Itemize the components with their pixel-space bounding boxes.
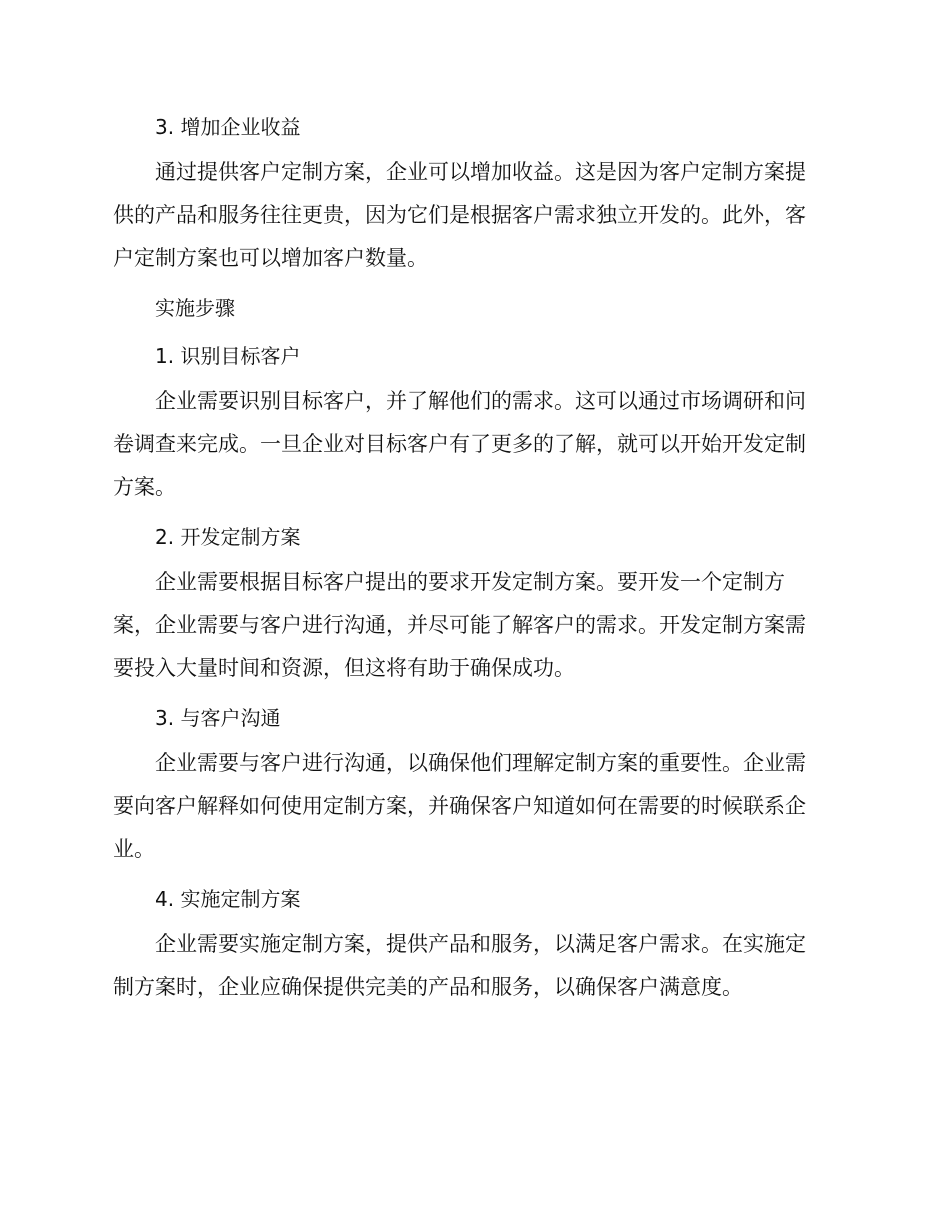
paragraph-line: 制方案时，企业应确保提供完美的产品和服务，以确保客户满意度。 — [113, 975, 743, 999]
paragraph-line: 业。 — [113, 837, 155, 861]
section-develop-plan — [113, 513, 833, 690]
paragraph-line: 企业需要识别目标客户，并了解他们的需求。这可以通过市场调研和问 — [155, 389, 806, 413]
paragraph-line: 要投入大量时间和资源，但这将有助于确保成功。 — [113, 656, 575, 680]
section-paragraph — [113, 561, 833, 690]
section-paragraph — [113, 380, 833, 509]
section-heading: 2. 开发定制方案 — [155, 525, 301, 549]
section-heading: 实施步骤 — [155, 296, 235, 320]
paragraph-line: 企业需要根据目标客户提出的要求开发定制方案。要开发一个定制方 — [155, 570, 785, 594]
paragraph-line: 方案。 — [113, 475, 176, 499]
section-increase-revenue — [113, 103, 833, 280]
document-page — [113, 103, 833, 1013]
paragraph-line: 案，企业需要与客户进行沟通，并尽可能了解客户的需求。开发定制方案需 — [113, 613, 806, 637]
section-paragraph — [113, 742, 833, 871]
section-implementation-steps — [113, 284, 833, 332]
paragraph-line: 通过提供客户定制方案，企业可以增加收益。这是因为客户定制方案提 — [155, 160, 806, 184]
section-paragraph — [113, 923, 833, 1009]
paragraph-line: 供的产品和服务往往更贵，因为它们是根据客户需求独立开发的。此外，客 — [113, 203, 806, 227]
section-heading: 1. 识别目标客户 — [155, 344, 301, 368]
section-paragraph — [113, 151, 833, 280]
section-identify-customers — [113, 332, 833, 509]
section-communicate — [113, 694, 833, 871]
section-heading: 3. 增加企业收益 — [155, 115, 301, 139]
section-implement-plan — [113, 875, 833, 1009]
paragraph-line: 企业需要与客户进行沟通，以确保他们理解定制方案的重要性。企业需 — [155, 751, 806, 775]
section-heading: 3. 与客户沟通 — [155, 706, 281, 730]
paragraph-line: 企业需要实施定制方案，提供产品和服务，以满足客户需求。在实施定 — [155, 932, 806, 956]
paragraph-line: 要向客户解释如何使用定制方案，并确保客户知道如何在需要的时候联系企 — [113, 794, 806, 818]
paragraph-line: 卷调查来完成。一旦企业对目标客户有了更多的了解，就可以开始开发定制 — [113, 432, 806, 456]
section-heading: 4. 实施定制方案 — [155, 887, 301, 911]
paragraph-line: 户定制方案也可以增加客户数量。 — [113, 246, 428, 270]
